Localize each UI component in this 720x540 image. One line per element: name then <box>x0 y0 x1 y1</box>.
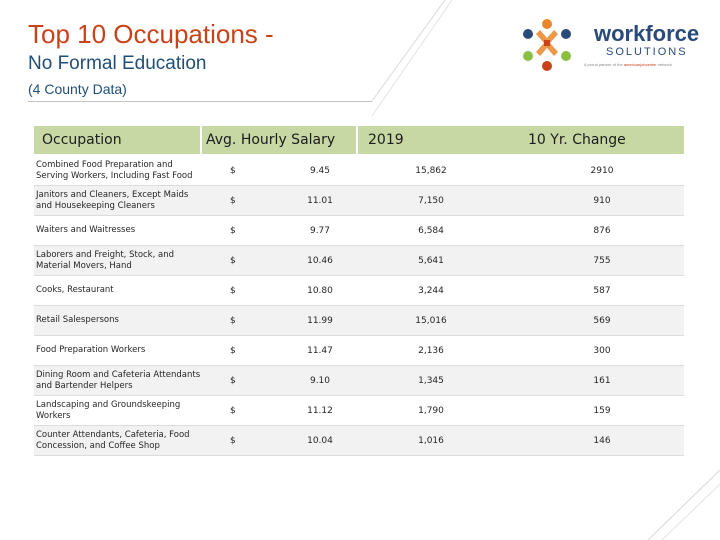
ten-year-change-cell: 300 <box>593 345 611 356</box>
currency-symbol: $ <box>230 285 236 296</box>
currency-symbol: $ <box>230 195 236 206</box>
header-occupation: Occupation <box>42 132 122 148</box>
employment-2019-cell: 6,584 <box>418 225 444 236</box>
occupation-cell: Cooks, Restaurant <box>36 285 114 295</box>
header-divider <box>356 126 358 154</box>
hourly-wage-cell: 11.12 <box>307 405 333 416</box>
currency-symbol: $ <box>230 405 236 416</box>
workforce-solutions-logo <box>514 12 704 74</box>
occupations-table <box>34 126 684 456</box>
page-title: Top 10 Occupations - <box>28 19 274 49</box>
table-row <box>34 426 684 456</box>
employment-2019-cell: 5,641 <box>418 255 444 266</box>
table-row <box>34 156 684 186</box>
employment-2019-cell: 1,790 <box>418 405 444 416</box>
tagline-prefix: A proud partner of the <box>584 62 624 67</box>
occupation-cell: Dining Room and Cafeteria Attendants and Bartender Helpers <box>36 369 201 391</box>
page-subtitle: No Formal Education <box>28 53 207 74</box>
occupation-cell: Retail Salespersons <box>36 315 119 325</box>
header <box>28 18 274 98</box>
currency-symbol: $ <box>230 225 236 236</box>
table-body <box>34 156 684 456</box>
header-2019: 2019 <box>368 132 404 148</box>
people-circle-logo-icon <box>518 16 576 74</box>
ten-year-change-cell: 876 <box>593 225 611 236</box>
currency-symbol: $ <box>230 315 236 326</box>
logo-wordmark: workforce <box>594 21 700 46</box>
table-row <box>34 336 684 366</box>
ten-year-change-cell: 161 <box>593 375 611 386</box>
header-avg-hourly-salary: Avg. Hourly Salary <box>206 132 336 148</box>
employment-2019-cell: 7,150 <box>418 195 444 206</box>
hourly-wage-cell: 10.46 <box>307 255 333 266</box>
table-row <box>34 216 684 246</box>
currency-symbol: $ <box>230 345 236 356</box>
data-scope-note: (4 County Data) <box>28 81 127 97</box>
table-row <box>34 396 684 426</box>
header-divider <box>200 126 202 154</box>
ten-year-change-cell: 755 <box>593 255 611 266</box>
currency-symbol: $ <box>230 255 236 266</box>
occupation-cell: Combined Food Preparation and Serving Workers, Including Fast Food <box>36 159 193 181</box>
ten-year-change-cell: 146 <box>593 435 611 446</box>
occupation-cell: Counter Attendants, Cafeteria, Food Concession, and Coffee Shop <box>36 429 190 451</box>
ten-year-change-cell: 2910 <box>590 165 614 176</box>
table-header <box>34 126 684 156</box>
hourly-wage-cell: 10.80 <box>307 285 333 296</box>
hourly-wage-cell: 9.45 <box>309 165 331 176</box>
table-row <box>34 246 684 276</box>
ten-year-change-cell: 910 <box>593 195 611 206</box>
logo-tagline <box>584 62 672 67</box>
hourly-wage-cell: 11.47 <box>307 345 333 356</box>
employment-2019-cell: 1,016 <box>418 435 444 446</box>
hourly-wage-cell: 9.77 <box>309 225 331 236</box>
employment-2019-cell: 1,345 <box>418 375 444 386</box>
table-row <box>34 276 684 306</box>
table-row <box>34 186 684 216</box>
employment-2019-cell: 15,862 <box>415 165 447 176</box>
ten-year-change-cell: 587 <box>593 285 611 296</box>
occupation-cell: Laborers and Freight, Stock, and Material Movers, Hand <box>36 249 175 271</box>
employment-2019-cell: 15,016 <box>415 315 447 326</box>
ten-year-change-cell: 569 <box>593 315 611 326</box>
table-row <box>34 366 684 396</box>
tagline-suffix: network <box>656 62 672 67</box>
hourly-wage-cell: 10.04 <box>307 435 333 446</box>
currency-symbol: $ <box>230 165 236 176</box>
employment-2019-cell: 2,136 <box>418 345 444 356</box>
employment-2019-cell: 3,244 <box>418 285 444 296</box>
occupation-cell: Food Preparation Workers <box>36 345 146 355</box>
header-10-yr-change: 10 Yr. Change <box>528 132 626 148</box>
table-row <box>34 306 684 336</box>
hourly-wage-cell: 11.99 <box>307 315 333 326</box>
tagline-brand: americanjobcenter <box>623 62 657 67</box>
occupation-cell: Janitors and Cleaners, Except Maids and Housekeeping Cleaners <box>36 189 189 211</box>
occupation-cell: Waiters and Waitresses <box>36 225 136 235</box>
hourly-wage-cell: 9.10 <box>309 375 331 386</box>
ten-year-change-cell: 159 <box>593 405 611 416</box>
currency-symbol: $ <box>230 375 236 386</box>
title-divider <box>28 101 372 102</box>
hourly-wage-cell: 11.01 <box>307 195 333 206</box>
currency-symbol: $ <box>230 435 236 446</box>
logo-subtitle: SOLUTIONS <box>606 46 688 58</box>
occupation-cell: Landscaping and Groundskeeping Workers <box>36 399 181 421</box>
